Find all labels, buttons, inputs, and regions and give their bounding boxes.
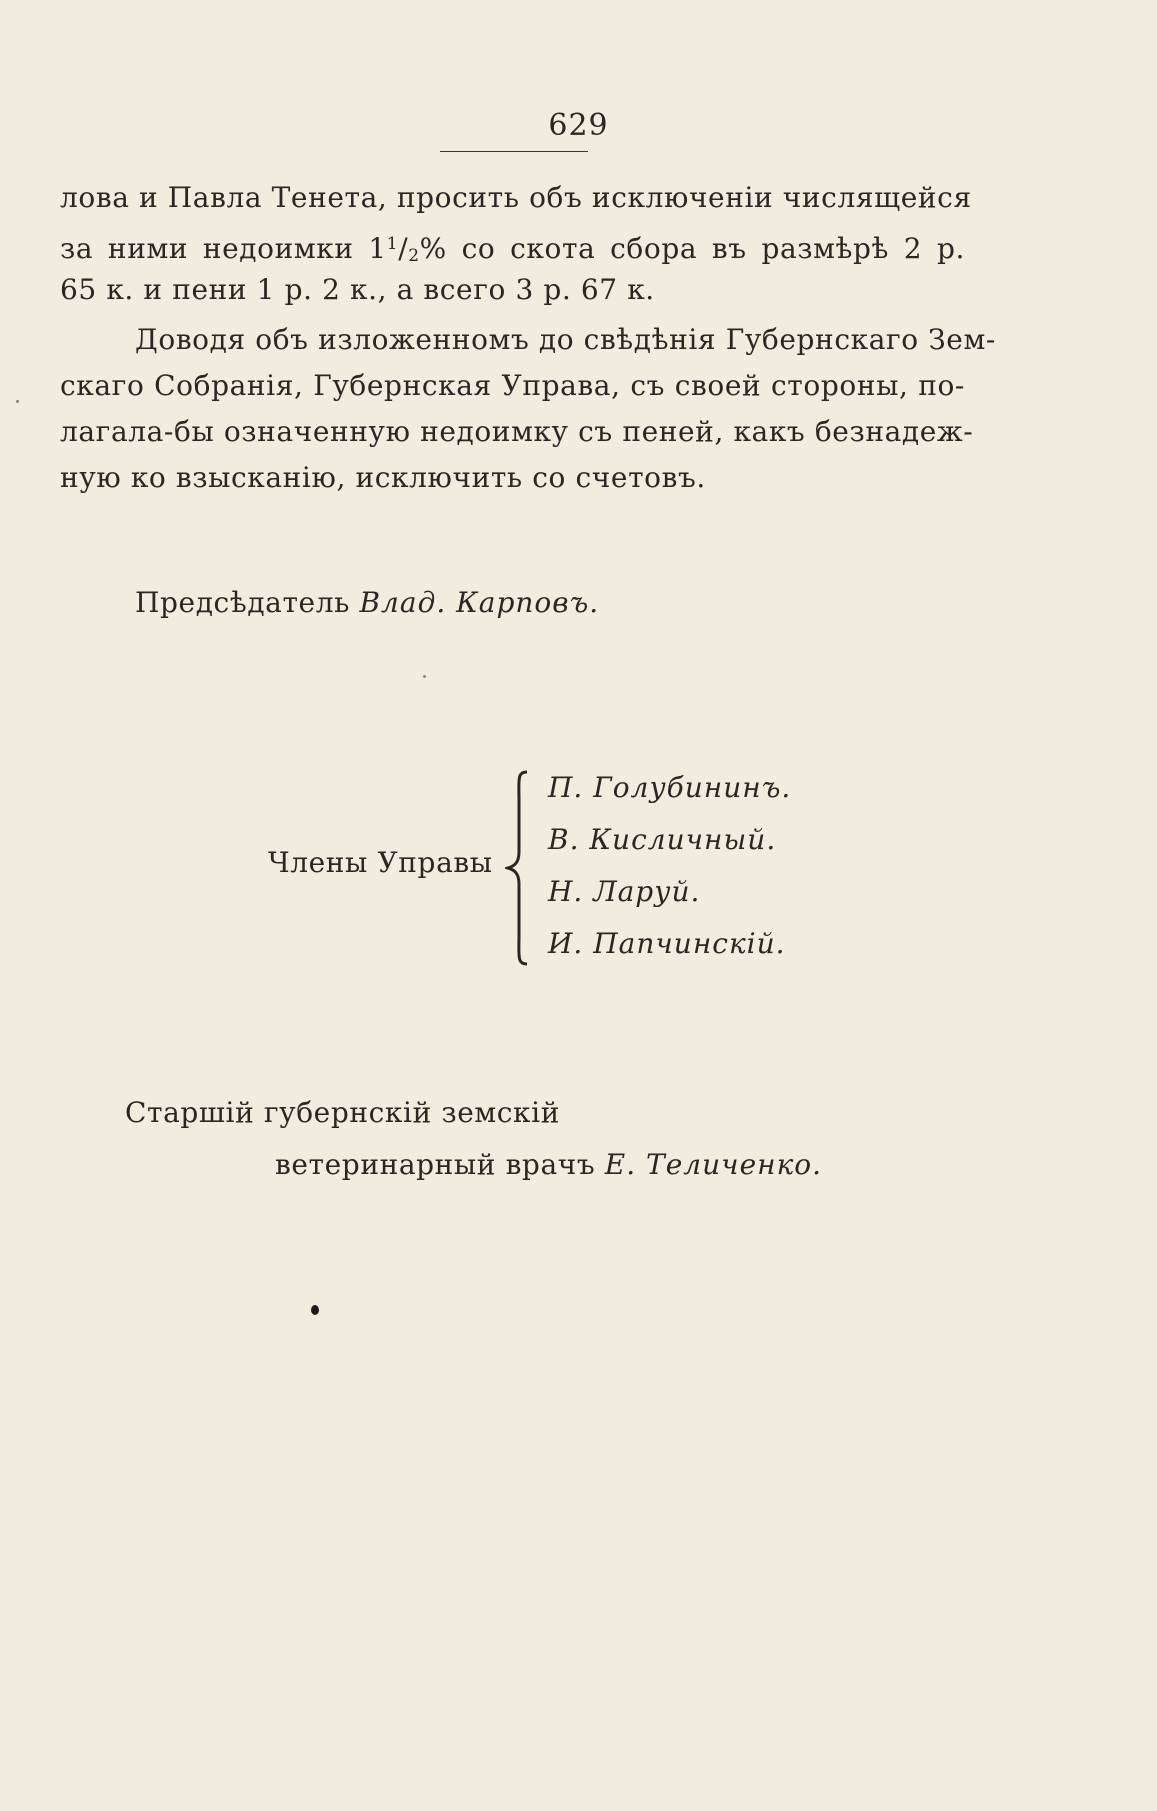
fraction-denominator: 2 [408, 246, 420, 266]
members-list [548, 762, 791, 970]
member-name: В. Кисличный. [548, 823, 777, 856]
veterinarian-title-line1: Старшій губернскій земскій [125, 1096, 560, 1129]
page-number-rule [440, 151, 588, 152]
paragraph-2 [60, 317, 996, 501]
page-number: 629 [548, 108, 609, 143]
paragraph-line: лова и Павла Тенета, просить объ исключеніи числящейся [60, 181, 972, 214]
chairman-name: Влад. Карповъ. [359, 586, 600, 619]
veterinarian-title: ветеринарный врачъ [275, 1148, 596, 1181]
member-name: Н. Ларуй. [548, 875, 701, 908]
paragraph-line: скаго Собранія, Губернская Управа, съ своей стороны, по- [60, 369, 965, 402]
paragraph-line: лагала-бы означенную недоимку съ пеней, какъ безнадеж- [60, 415, 974, 448]
member-name: И. Папчинскій. [548, 927, 786, 960]
paragraph-line: ную ко взысканію, исключить со счетовъ. [60, 461, 706, 494]
paragraph-1 [60, 175, 972, 313]
members-brace [505, 770, 531, 966]
line-text: за ними недоимки 1 [60, 232, 387, 265]
paragraph-line: Доводя объ изложенномъ до свѣдѣнія Губернскаго Зем- [135, 323, 996, 356]
ink-dot [311, 1305, 319, 1315]
faint-speck [16, 400, 19, 403]
fraction-numerator: 1 [386, 234, 399, 254]
faint-speck [423, 675, 426, 678]
member-name: П. Голубининъ. [548, 771, 792, 804]
chairman-title: Предсѣдатель [135, 586, 350, 619]
veterinarian-title-line2 [275, 1148, 822, 1181]
paragraph-line: за ними недоимки $1^1/2\%$ со скота сбора въ размѣрѣ 2 р. [60, 232, 965, 266]
chairman-signature [135, 586, 599, 619]
paragraph-line: 65 к. и пени 1 р. 2 к., а всего 3 р. 67 к. [60, 273, 655, 306]
veterinarian-name: Е. Теличенко. [604, 1148, 823, 1181]
line-text-rest: % со скота сбора въ размѣрѣ 2 р. [419, 232, 965, 265]
members-label: Члены Управы [268, 846, 493, 879]
